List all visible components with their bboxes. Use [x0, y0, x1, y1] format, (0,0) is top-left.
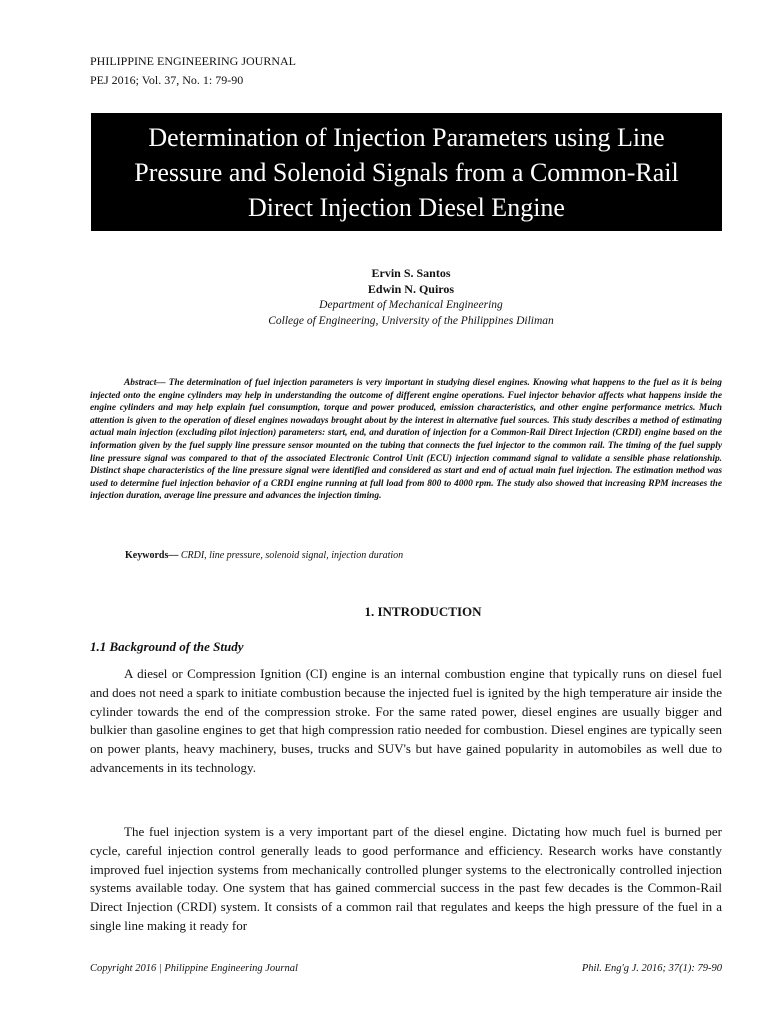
affiliation-department: Department of Mechanical Engineering — [319, 299, 503, 311]
journal-header — [90, 52, 296, 90]
subsection-heading: 1.1 Background of the Study — [90, 639, 244, 654]
affiliation-college: College of Engineering, University of the Philippines Diliman — [268, 315, 554, 327]
keywords — [125, 550, 403, 561]
keywords-label: Keywords— — [125, 550, 179, 561]
abstract — [90, 377, 722, 503]
footer-copyright: Copyright 2016 | Philippine Engineering Journal — [90, 963, 298, 974]
keywords-text: CRDI, line pressure, solenoid signal, injection duration — [180, 550, 404, 561]
journal-name: PHILIPPINE ENGINEERING JOURNAL — [90, 54, 296, 68]
section-heading: 1. INTRODUCTION — [364, 604, 482, 619]
author-name: Ervin S. Santos — [371, 266, 451, 280]
title-banner — [91, 113, 722, 231]
author-name: Edwin N. Quiros — [367, 282, 455, 296]
footer-citation: Phil. Eng'g J. 2016; 37(1): 79-90 — [581, 963, 722, 974]
body-paragraph: A diesel or Compression Ignition (CI) engine is an internal combustion engine that typically runs on diesel fuel and does not need a spark to initiate combustion because the injected fuel is ignited by the high temperature air inside the cylinder towards the end of the compression stroke. For the same rated power, diesel engines are usually bigger and bulkier than gasoline engines to get that high compression ratio needed for combustion. Diesel engines are typically seen on power plants, heavy machinery, buses, trucks and SUV's but have gained popularity in automobiles as well due to advancements in its technology. — [90, 666, 722, 775]
journal-issue: PEJ 2016; Vol. 37, No. 1: 79-90 — [90, 73, 244, 87]
abstract-label: Abstract— — [124, 378, 166, 388]
paper-title: Determination of Injection Parameters using Line Pressure and Solenoid Signals from a Common-Rail Direct Injection Diesel Engine — [134, 122, 679, 222]
body-paragraph: The fuel injection system is a very important part of the diesel engine. Dictating how much fuel is burned per cycle, careful injection control generally leads to good performance and efficiency. Research works have constantly improved fuel injection systems from mechanically controlled plunger systems to the electronically controlled injection systems available today. One system that has gained commercial success in the past few decades is the Common-Rail Direct Injection (CRDI) system. It consists of a common rail that regulates and keeps the high pressure of the fuel in a single line making it ready for — [90, 824, 722, 933]
author-block — [90, 265, 732, 329]
abstract-text: The determination of fuel injection parameters is very important in studying diesel engines. Knowing what happens to the fuel as it is being injected onto the engine cylinders may help in understanding the outcome of different engine operations. Fuel injector behavior affects what happens inside the engine cylinders and may help explain fuel consumption, torque and power produced, emission characteristics, and other engine performance metrics. Much attention is given to the operation of diesel engines nowadays brought about by the interest in alternative fuel sources. This study describes a method of estimating actual main injection (excluding pilot injection) parameters: start, end, and duration of injection for a Common-Rail Direct Injection (CRDI) engine based on the information given by the fuel supply line pressure sensor mounted on the tubing that connects the fuel injector to the common rail. The timing of the fuel supply line pressure signal was compared to that of the associated Electronic Control Unit (ECU) injection command signal to validate a sensible phase relationship. Distinct shape characteristics of the line pressure signal were identified and considered as start and end of actual main fuel injection. The estimation method was used to determine fuel injection behavior of a CRDI engine running at full load from 800 to 4000 rpm. The study also showed that increasing RPM increases the injection duration, average line pressure and advances the injection timing. — [90, 378, 722, 502]
